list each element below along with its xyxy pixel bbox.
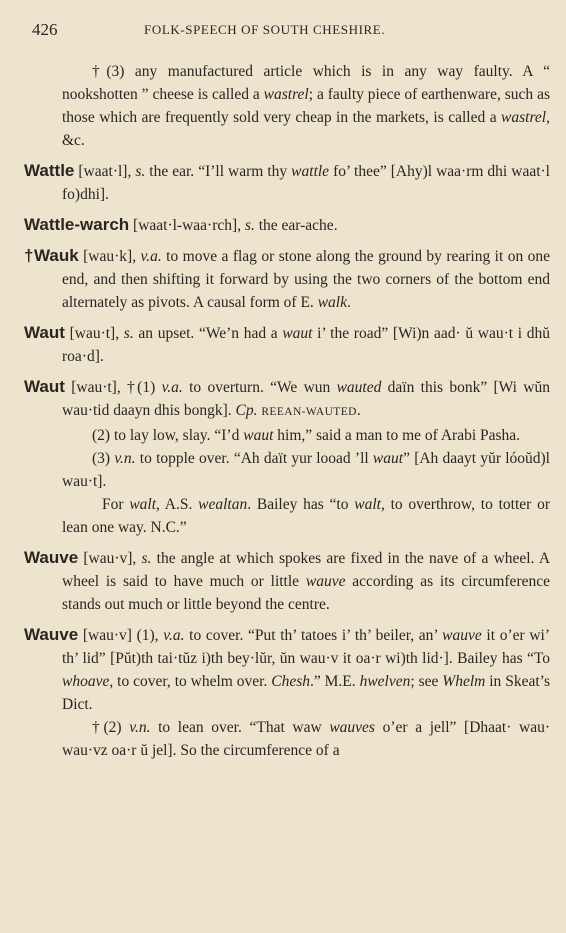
italic-word: wauve: [442, 627, 482, 644]
definition-text: .: [346, 294, 351, 311]
headword: Waut: [24, 377, 65, 396]
page-header: [32, 20, 544, 42]
definition-text: the ear-ache.: [254, 217, 338, 234]
headword: Wattle-warch: [24, 215, 130, 234]
definition-text: .” M.E.: [309, 673, 360, 690]
headword: Wauve: [24, 548, 79, 567]
headword: †Wauk: [24, 246, 79, 265]
waut-sense-2: [62, 424, 550, 447]
definition-text: to topple over. “Ah daït yur looad ’ll: [135, 450, 373, 467]
entry-waut-noun: [24, 321, 550, 368]
text-segment: , to overthrow, to totter or lean one way. N.C.”: [62, 496, 550, 536]
wauve-sense-2: [62, 716, 550, 762]
entry-wauk: [24, 244, 550, 314]
definition-text: the ear. “I’ll warm thy: [145, 163, 292, 180]
dictionary-body: [24, 60, 551, 762]
part-of-speech: v.a.: [140, 248, 162, 265]
part-of-speech: s.: [244, 217, 255, 234]
definition-text: to move a flag or stone along the ground by rearing it on one end, and then shifting it forward by using the two corners of the bottom end alternately as pivots. A causal form of E.: [62, 248, 550, 311]
entry-wauve-noun: [24, 546, 550, 616]
italic-word: wauted: [336, 379, 382, 396]
italic-word: Cp.: [235, 402, 258, 419]
italic-word: waut: [372, 450, 404, 467]
definition-text: an upset. “We’n had a: [133, 325, 283, 342]
definition-text: fo’ thee” [Ahy)l waa·rm dhi waat·l fo)dhi].: [62, 163, 550, 203]
italic-word: walt: [129, 496, 157, 513]
definition-text: ” [Ah daayt yŭr lóoŭd)l wau·t].: [62, 450, 550, 490]
part-of-speech: v.a.: [161, 379, 183, 396]
italic-word: wastrel: [263, 86, 309, 103]
text-segment: , A.S.: [156, 496, 199, 513]
definition-text: i’ the road” [Wi)n aad· ŭ wau·t i dhŭ roa·d].: [62, 325, 550, 365]
definition-text: him,” said a man to me of Arabi Pasha.: [273, 427, 521, 444]
part-of-speech: s.: [141, 550, 152, 567]
text-segment: †(3) any manufactured article which is in any way faulty. A “ nookshotten ” cheese is called a: [62, 63, 550, 103]
part-of-speech: s.: [135, 163, 146, 180]
definition-text: daïn this bonk” [Wi wŭn wau·tid daayn dhis bongk].: [62, 379, 550, 419]
part-of-speech: v.n.: [129, 719, 151, 736]
headword: Wattle: [24, 161, 75, 180]
headword: Waut: [24, 323, 65, 342]
entry-waut-verb: [24, 375, 550, 424]
waut-sense-3: [62, 447, 550, 493]
pronunciation: [wau·v],: [78, 550, 142, 567]
pronunciation: [wau·t],: [64, 325, 124, 342]
pronunciation: [waat·l-waa·rch],: [129, 217, 245, 234]
definition-text: (3): [92, 450, 115, 467]
italic-word: wastrel: [501, 109, 547, 126]
definition-text: to cover. “Put th’ tatoes i’ th’ beiler, an’: [184, 627, 443, 644]
entry-wattle-warch: [24, 213, 550, 237]
italic-word: walk: [317, 294, 347, 311]
text-segment: . Bailey has “to: [247, 496, 355, 513]
italic-word: wauves: [329, 719, 375, 736]
italic-word: waut: [243, 427, 274, 444]
pronunciation: [wau·v] (1),: [78, 627, 164, 644]
definition-text: it o’er wi’ th’ lid” [Pŭt)th tai·tŭz i)th bey·lŭr, ŭn wau·v it oa·r wi)th lid·]. Bailey has “To: [62, 627, 551, 667]
pronunciation: [wau·t], †(1): [64, 379, 162, 396]
definition-text: the angle at which spokes are fixed in the nave of a wheel. A wheel is said to have much or little: [62, 550, 551, 590]
italic-word: Chesh: [271, 673, 310, 690]
italic-word: whoave: [62, 673, 110, 690]
pronunciation: [waat·l],: [74, 163, 136, 180]
definition-text: o’er a jell” [Dhaat· wau· wau·vz oa·r ŭ jel]. So the circumference of a: [62, 719, 550, 759]
cross-reference: REEAN-WAUTED: [261, 406, 357, 418]
italic-word: wattle: [291, 163, 330, 180]
text-segment: .: [356, 402, 361, 419]
italic-word: wealtan: [198, 496, 248, 513]
definition-text: in Skeat’s Dict.: [62, 673, 550, 713]
entry-wauve-verb: [24, 623, 550, 716]
italic-word: walt: [354, 496, 381, 513]
part-of-speech: v.a.: [163, 627, 185, 644]
pronunciation: [wau·k],: [78, 248, 141, 265]
definition-text: , to cover, to whelm over.: [109, 673, 272, 690]
italic-word: hwelven: [359, 673, 411, 690]
text-segment: ; a faulty piece of earthenware, such as those which are frequently sold very cheap in the markets, is called a: [62, 86, 550, 126]
definition-text: (2) to lay low, slay. “I’d: [92, 427, 244, 444]
definition-text: to lean over. “That waw: [150, 719, 330, 736]
definition-text: to overturn. “We wun: [182, 379, 337, 396]
headword: Wauve: [24, 625, 79, 644]
page-number: 426: [32, 20, 58, 39]
definition-text: according as its circumference stands out much or little beyond the centre.: [62, 573, 550, 613]
part-of-speech: v.n.: [114, 450, 136, 467]
italic-word: waut: [282, 325, 313, 342]
text-segment: For: [102, 496, 130, 513]
running-title: FOLK-SPEECH OF SOUTH CHESHIRE.: [144, 22, 386, 37]
definition-text: ; see: [410, 673, 443, 690]
entry-wattle: [24, 159, 550, 206]
waut-etymology: [62, 493, 550, 539]
part-of-speech: s.: [123, 325, 134, 342]
definition-text: †(2): [92, 719, 130, 736]
italic-word: wauve: [305, 573, 346, 590]
text-segment: , &c.: [62, 109, 550, 149]
wastrel-sense-3: [62, 60, 550, 152]
italic-word: Whelm: [442, 673, 486, 690]
